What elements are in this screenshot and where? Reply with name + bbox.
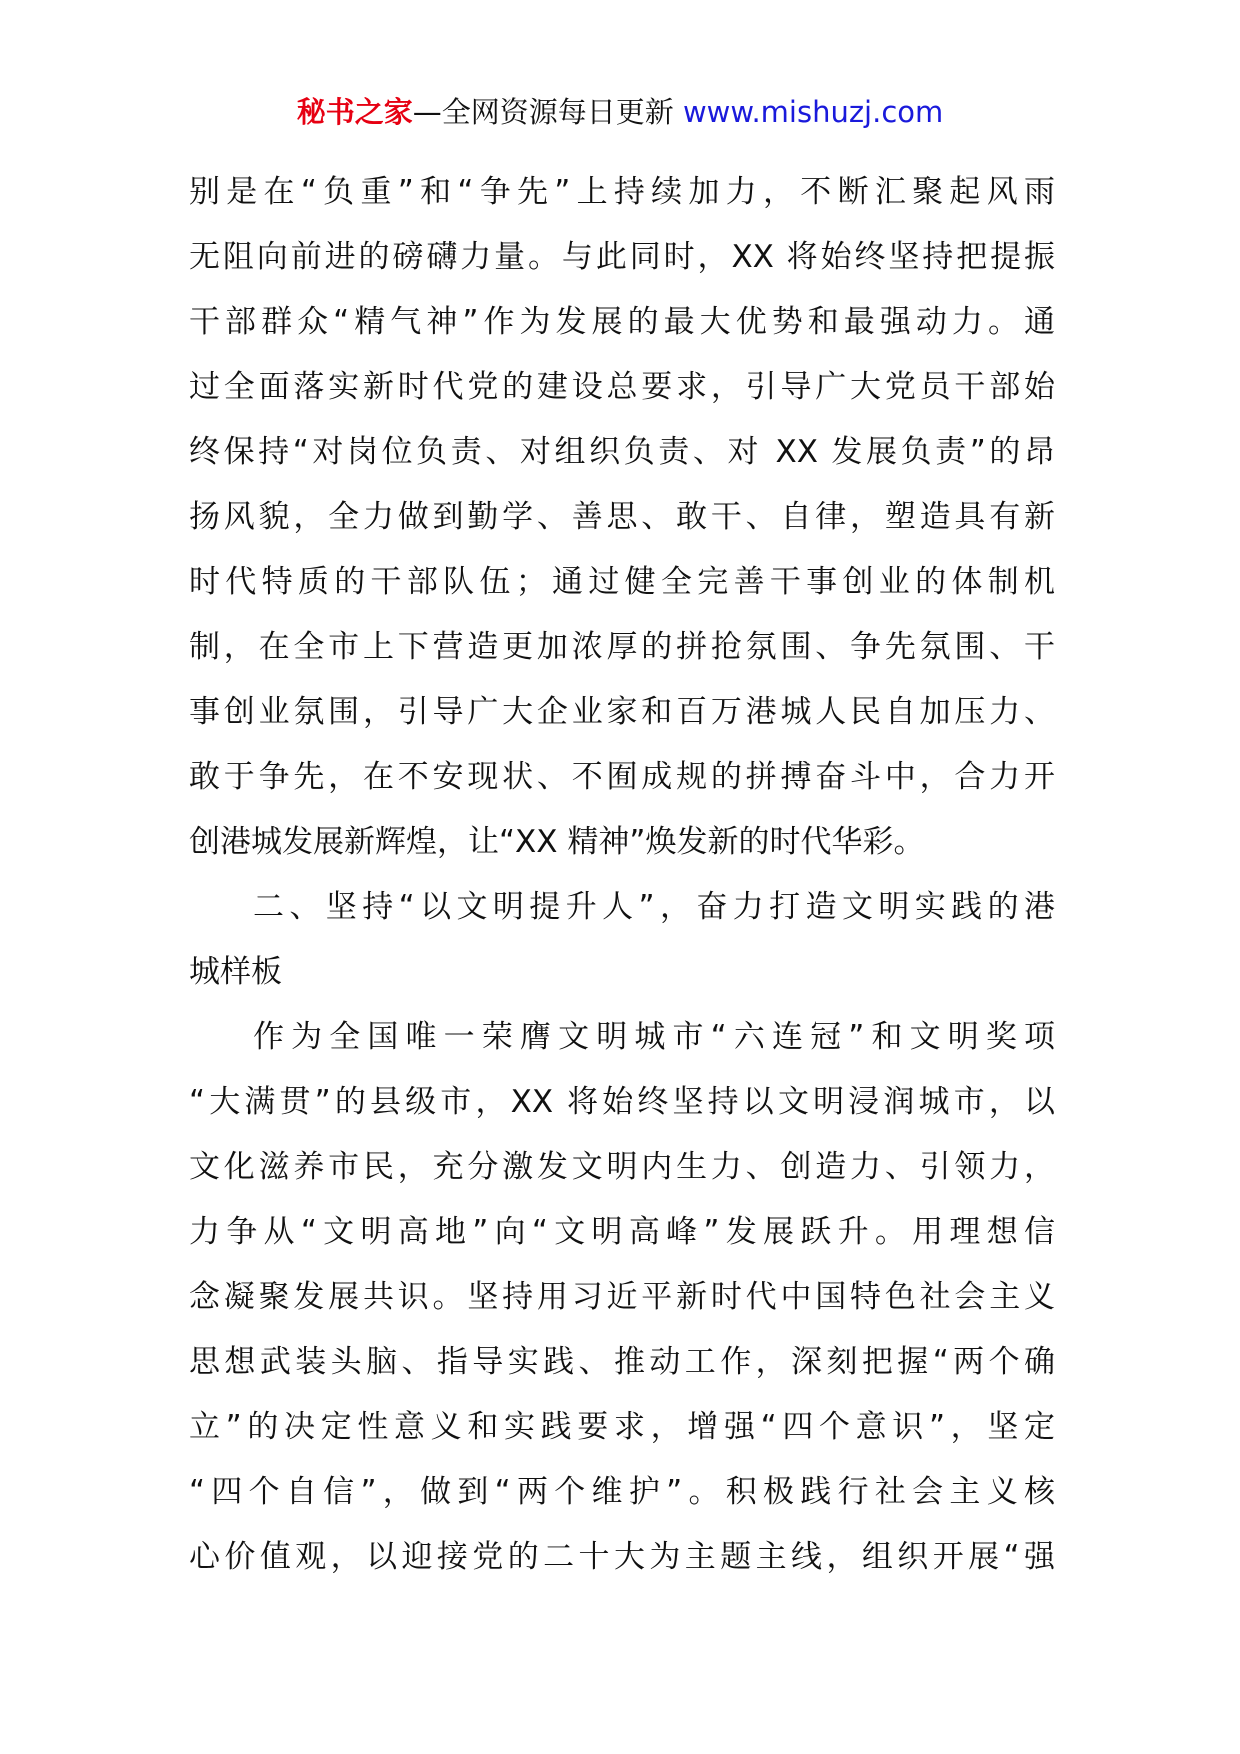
text-line: 扬风貌，全力做到勤学、善思、敢干、自律，塑造具有新 <box>189 499 1055 535</box>
text-line: 心价值观，以迎接党的二十大为主题主线，组织开展“强 <box>189 1539 1055 1575</box>
text-line: 念凝聚发展共识。坚持用习近平新时代中国特色社会主义 <box>189 1279 1055 1315</box>
text-line: 作为全国唯一荣膺文明城市“六连冠”和文明奖项 <box>253 1019 1055 1055</box>
text-line: 干部群众“精气神”作为发展的最大优势和最强动力。通 <box>189 304 1055 340</box>
text-line: 敢于争先，在不安现状、不囿成规的拼搏奋斗中，合力开 <box>189 759 1055 795</box>
site-header <box>0 92 1240 132</box>
text-line: 事创业氛围，引导广大企业家和百万港城人民自加压力、 <box>189 694 1055 730</box>
text-line: 别是在“负重”和“争先”上持续加力，不断汇聚起风雨 <box>189 174 1055 210</box>
text-line: 思想武装头脑、指导实践、推动工作，深刻把握“两个确 <box>189 1344 1055 1380</box>
text-line: 无阻向前进的磅礴力量。与此同时，XX 将始终坚持把提振 <box>189 239 1055 275</box>
text-line: “大满贯”的县级市，XX 将始终坚持以文明浸润城市，以 <box>189 1084 1055 1120</box>
text-line: 过全面落实新时代党的建设总要求，引导广大党员干部始 <box>189 369 1055 405</box>
text-line: 立”的决定性意义和实践要求，增强“四个意识”，坚定 <box>189 1409 1055 1445</box>
brand-name: 秘书之家 <box>296 95 413 129</box>
site-url-link[interactable]: www.mishuzj.com <box>682 95 944 129</box>
section-heading-line: 城样板 <box>189 954 282 990</box>
section-heading-line: 二、坚持“以文明提升人”，奋力打造文明实践的港 <box>253 889 1055 925</box>
text-line: 时代特质的干部队伍；通过健全完善干事创业的体制机 <box>189 564 1055 600</box>
text-line: 力争从“文明高地”向“文明高峰”发展跃升。用理想信 <box>189 1214 1055 1250</box>
document-body <box>189 160 1055 1590</box>
text-line: 文化滋养市民，充分激发文明内生力、创造力、引领力， <box>189 1149 1055 1185</box>
text-line: 终保持“对岗位负责、对组织负责、对 XX 发展负责”的昂 <box>189 434 1055 470</box>
header-tagline: —全网资源每日更新 <box>412 95 674 129</box>
text-line: 制，在全市上下营造更加浓厚的拼抢氛围、争先氛围、干 <box>189 629 1055 665</box>
text-line: 创港城发展新辉煌，让“XX 精神”焕发新的时代华彩。 <box>189 824 925 860</box>
text-line: “四个自信”，做到“两个维护”。积极践行社会主义核 <box>189 1474 1055 1510</box>
